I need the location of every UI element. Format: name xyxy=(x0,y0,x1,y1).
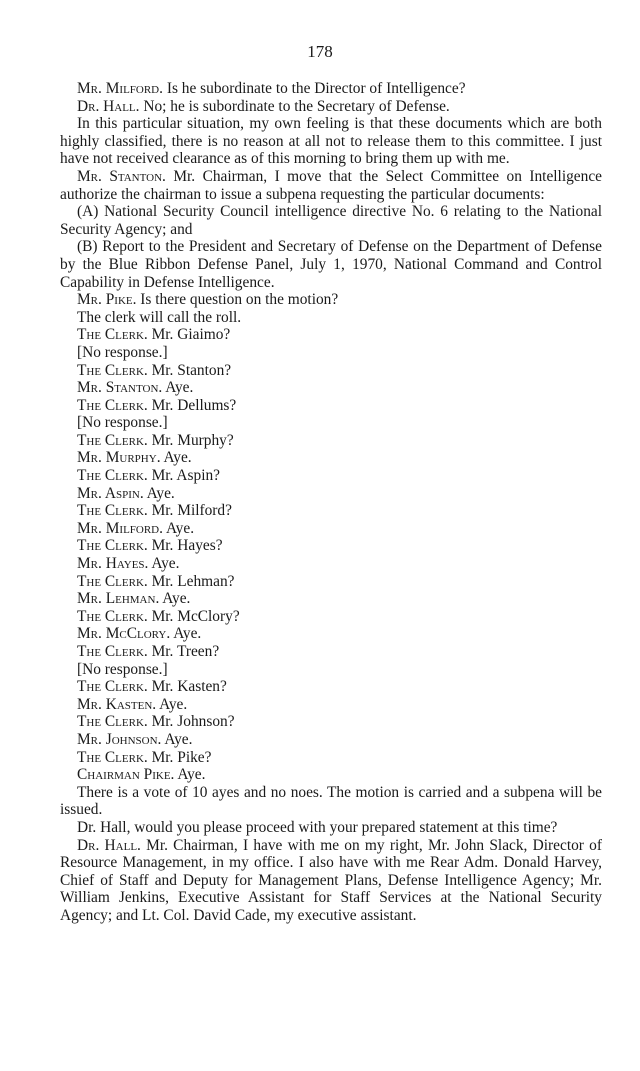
paragraph-text: Aye. xyxy=(162,519,195,537)
paragraph-text: Is he subordinate to the Director of Intelligence? xyxy=(162,80,466,97)
transcript-paragraph xyxy=(60,731,602,749)
transcript-paragraph xyxy=(60,537,602,555)
transcript-paragraph xyxy=(60,238,602,291)
transcript-paragraph xyxy=(60,520,602,538)
paragraph-text: Mr. Pike? xyxy=(147,748,212,766)
paragraph-text: Mr. Chairman, I move that the Select Committee on Intelligence authorize the chairman to issue a subpena requesting the particular documents: xyxy=(60,167,602,203)
paragraph-text: Mr. Giaimo? xyxy=(147,326,231,344)
paragraph-text: Aye. xyxy=(170,625,202,643)
speaker-name: The Clerk. xyxy=(77,361,148,379)
paragraph-text: Aye. xyxy=(148,555,180,573)
transcript-paragraph xyxy=(60,713,602,731)
transcript-paragraph xyxy=(60,502,602,520)
paragraph-text: Mr. Chairman, I have with me on my right, Mr. John Slack, Director of Resource Management, in my office. I also have with me Rear Adm. Donald Harvey, Chief of Staff and Deputy for Management Plans, Defense Intelligence Agency; Mr. William Jenkins, Executive Assistant for Staff Services at the National Security Agency; and Lt. Col. David Cade, my executive assistant. xyxy=(60,836,602,924)
paragraph-text: There is a vote of 10 ayes and no noes. The motion is carried and a subpena will be issued. xyxy=(60,783,602,819)
transcript-paragraph xyxy=(60,414,602,432)
speaker-name: The Clerk. xyxy=(77,502,148,520)
paragraph-text: Aye. xyxy=(162,379,194,397)
transcript-paragraph xyxy=(60,203,602,238)
paragraph-text: Aye. xyxy=(159,590,191,608)
transcript-paragraph xyxy=(60,379,602,397)
transcript-paragraph xyxy=(60,397,602,415)
transcript-paragraph xyxy=(60,661,602,679)
paragraph-text: Mr. Dellums? xyxy=(147,396,237,414)
paragraph-text: Is there question on the motion? xyxy=(136,291,339,309)
speaker-name: The Clerk. xyxy=(77,326,148,344)
speaker-name: The Clerk. xyxy=(77,678,148,696)
paragraph-text: (A) National Security Council intelligence directive No. 6 relating to the National Security Agency; and xyxy=(60,203,602,238)
transcript-paragraph xyxy=(60,309,602,327)
paragraph-text: Aye. xyxy=(156,695,188,713)
paragraph-text: Mr. Aspin? xyxy=(147,467,221,485)
paragraph-text: Mr. Murphy? xyxy=(147,431,234,449)
speaker-name: Mr. Lehman. xyxy=(77,590,160,608)
transcript-paragraph xyxy=(60,784,602,819)
paragraph-text: [No response.] xyxy=(77,660,168,678)
paragraph-text: In this particular situation, my own feeling is that these documents which are both highly classified, there is no reason at all not to release them to this committee. I just have not received clearance as of this morning to bring them up with me. xyxy=(60,115,602,168)
speaker-name: Mr. Milford. xyxy=(77,80,163,97)
transcript-paragraph xyxy=(60,432,602,450)
transcript-paragraph xyxy=(60,819,602,837)
speaker-name: The Clerk. xyxy=(77,396,148,414)
page-number: 178 xyxy=(307,42,333,61)
speaker-name: The Clerk. xyxy=(77,643,148,660)
speaker-name: The Clerk. xyxy=(77,537,148,555)
transcript-paragraph xyxy=(60,467,602,485)
paragraph-text: Mr. Milford? xyxy=(147,502,232,520)
speaker-name: The Clerk. xyxy=(77,572,148,590)
paragraph-text: [No response.] xyxy=(77,343,168,361)
paragraph-text: Dr. Hall, would you please proceed with your prepared statement at this time? xyxy=(77,818,558,836)
transcript-paragraph xyxy=(60,80,602,98)
speaker-name: The Clerk. xyxy=(77,467,148,485)
paragraph-text: (B) Report to the President and Secretary of Defense on the Department of Defense by the Blue Ribbon Defense Panel, July 1, 1970, National Command and Control Capability in Defense Intelligence. xyxy=(60,238,602,291)
transcript-paragraph xyxy=(60,362,602,380)
transcript-paragraph xyxy=(60,643,602,661)
paragraph-text: Mr. Stanton? xyxy=(147,361,232,379)
transcript-paragraph xyxy=(60,555,602,573)
transcript-paragraph xyxy=(60,326,602,344)
transcript-paragraph xyxy=(60,590,602,608)
hearing-transcript xyxy=(60,80,602,925)
paragraph-text: Mr. McClory? xyxy=(147,607,240,625)
speaker-name: The Clerk. xyxy=(77,607,148,625)
transcript-paragraph xyxy=(60,115,602,168)
paragraph-text: No; he is subordinate to the Secretary of Defense. xyxy=(139,97,450,115)
transcript-paragraph xyxy=(60,168,602,203)
transcript-paragraph xyxy=(60,749,602,767)
paragraph-text: Aye. xyxy=(143,484,175,502)
transcript-paragraph xyxy=(60,696,602,714)
transcript-paragraph xyxy=(60,485,602,503)
speaker-name: The Clerk. xyxy=(77,713,148,731)
transcript-paragraph xyxy=(60,766,602,784)
speaker-name: The Clerk. xyxy=(77,748,148,766)
speaker-name: The Clerk. xyxy=(77,431,148,449)
paragraph-text: Mr. Hayes? xyxy=(147,537,223,555)
speaker-name: Mr. Kasten. xyxy=(77,695,157,713)
paragraph-text: Mr. Treen? xyxy=(147,643,220,660)
paragraph-text: Mr. Lehman? xyxy=(147,572,235,590)
speaker-name: Mr. Milford. xyxy=(77,519,163,537)
transcript-paragraph xyxy=(60,291,602,309)
speaker-name: Dr. Hall. xyxy=(77,836,141,854)
speaker-name: Mr. Stanton. xyxy=(77,167,166,185)
transcript-paragraph xyxy=(60,449,602,467)
paragraph-text: Mr. Kasten? xyxy=(147,678,227,696)
paragraph-text: Mr. Johnson? xyxy=(147,713,235,731)
transcript-paragraph xyxy=(60,573,602,591)
paragraph-text: The clerk will call the roll. xyxy=(77,308,242,326)
speaker-name: Mr. Aspin. xyxy=(77,484,144,502)
speaker-name: Mr. Stanton. xyxy=(77,379,163,397)
transcript-paragraph xyxy=(60,625,602,643)
speaker-name: Mr. Hayes. xyxy=(77,555,149,573)
transcript-paragraph xyxy=(60,344,602,362)
paragraph-text: Aye. xyxy=(161,730,193,748)
transcript-paragraph xyxy=(60,98,602,116)
speaker-name: Chairman Pike. xyxy=(77,766,175,784)
transcript-paragraph xyxy=(60,608,602,626)
speaker-name: Mr. Pike. xyxy=(77,291,137,309)
speaker-name: Dr. Hall. xyxy=(77,97,140,115)
paragraph-text: Aye. xyxy=(160,449,192,467)
speaker-name: Mr. McClory. xyxy=(77,625,171,643)
speaker-name: Mr. Johnson. xyxy=(77,730,162,748)
transcript-paragraph xyxy=(60,837,602,925)
speaker-name: Mr. Murphy. xyxy=(77,449,161,467)
paragraph-text: Aye. xyxy=(174,766,206,784)
paragraph-text: [No response.] xyxy=(77,414,168,432)
transcript-paragraph xyxy=(60,678,602,696)
